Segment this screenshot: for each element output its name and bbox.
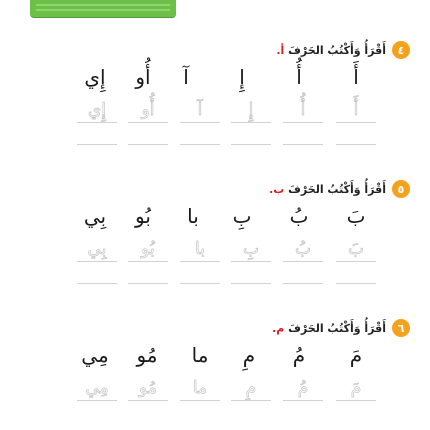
tracing-letter: بِ [242,239,259,259]
writing-line [180,144,220,145]
tracing-letter: مِ [245,378,257,398]
letter-form: إِي [84,65,106,89]
writing-line [128,122,168,123]
writing-line [336,122,376,123]
tracing-letter: أَ [353,100,359,120]
letter-row [0,60,430,94]
instruction-text: أَقْرَأُ وَأَكْتُبُ الحَرْفَ [288,43,386,57]
target-letter: م. [272,321,285,335]
letter-form: أَ [353,65,359,89]
writing-line [77,400,117,401]
letter-form: أُو [135,65,151,89]
instruction-text: أَقْرَأُ وَأَكْتُبُ الحَرْفَ [288,182,386,196]
writing-line [336,144,376,145]
exercise-instruction [272,322,386,335]
letter-form: با [187,204,199,228]
tracing-letter: مُ [297,378,309,398]
target-letter: ب. [269,182,285,196]
writing-line [180,122,220,123]
writing-line [283,261,323,262]
exercise-heading [276,40,410,60]
writing-line [128,144,168,145]
tracing-letter: مِي [85,378,109,398]
letter-row [0,338,430,372]
exercise-number-badge: ٦ [392,319,410,337]
tracing-letter: بُ [294,239,311,259]
letter-form: ما [191,343,209,367]
tracing-row [0,235,430,285]
writing-line [231,283,271,284]
writing-line [180,261,220,262]
instruction-text: أَقْرَأُ وَأَكْتُبُ الحَرْفَ [288,321,386,335]
letter-form: مِي [81,343,109,367]
writing-line [283,122,323,123]
writing-line [231,144,271,145]
tracing-letter: ما [192,378,208,398]
tracing-letter: آ [197,100,203,120]
letter-form: إِ [239,65,245,89]
tracing-letter: أُ [300,100,306,120]
letter-form: آ [183,65,189,89]
writing-line [128,261,168,262]
writing-line [336,400,376,401]
writing-line [77,261,117,262]
exercise-instruction [269,183,386,196]
writing-line [77,122,117,123]
exercise-heading [269,179,410,199]
exercise-number-badge: ٥ [392,180,410,198]
writing-line [283,283,323,284]
exercise-number-badge: ٤ [392,41,410,59]
letter-form: مِ [242,343,256,367]
exercise-instruction [276,44,386,57]
writing-line [283,144,323,145]
writing-line [231,261,271,262]
writing-line [128,400,168,401]
tracing-row [0,374,430,424]
target-letter: أ. [276,43,285,57]
writing-line [180,400,220,401]
letter-form: بَ [346,204,366,228]
writing-line [77,144,117,145]
writing-line [283,400,323,401]
writing-line [336,261,376,262]
letter-form: بُ [289,204,309,228]
tracing-letter: بَ [347,239,364,259]
tracing-letter: مَ [350,378,362,398]
tracing-row [0,96,430,146]
tracing-letter: با [195,239,205,259]
exercise-heading [272,318,410,338]
writing-line [231,400,271,401]
writing-line [128,283,168,284]
letter-form: مُو [136,343,158,367]
tracing-letter: بُو [141,239,155,259]
letter-form: مُ [292,343,306,367]
writing-line [231,122,271,123]
tracing-letter: إِي [87,100,107,120]
writing-line [77,283,117,284]
tracing-letter: مُو [139,378,157,398]
writing-line [336,283,376,284]
tracing-letter: أُو [141,100,155,120]
writing-line [180,283,220,284]
tracing-letter: بِي [87,239,107,259]
header-banner [30,0,176,17]
letter-form: مَ [349,343,363,367]
letter-form: أُ [296,65,302,89]
letter-form: بُو [135,204,151,228]
letter-row [0,199,430,233]
tracing-letter: إِ [248,100,254,120]
letter-form: بِ [232,204,252,228]
letter-form: بِي [83,204,107,228]
